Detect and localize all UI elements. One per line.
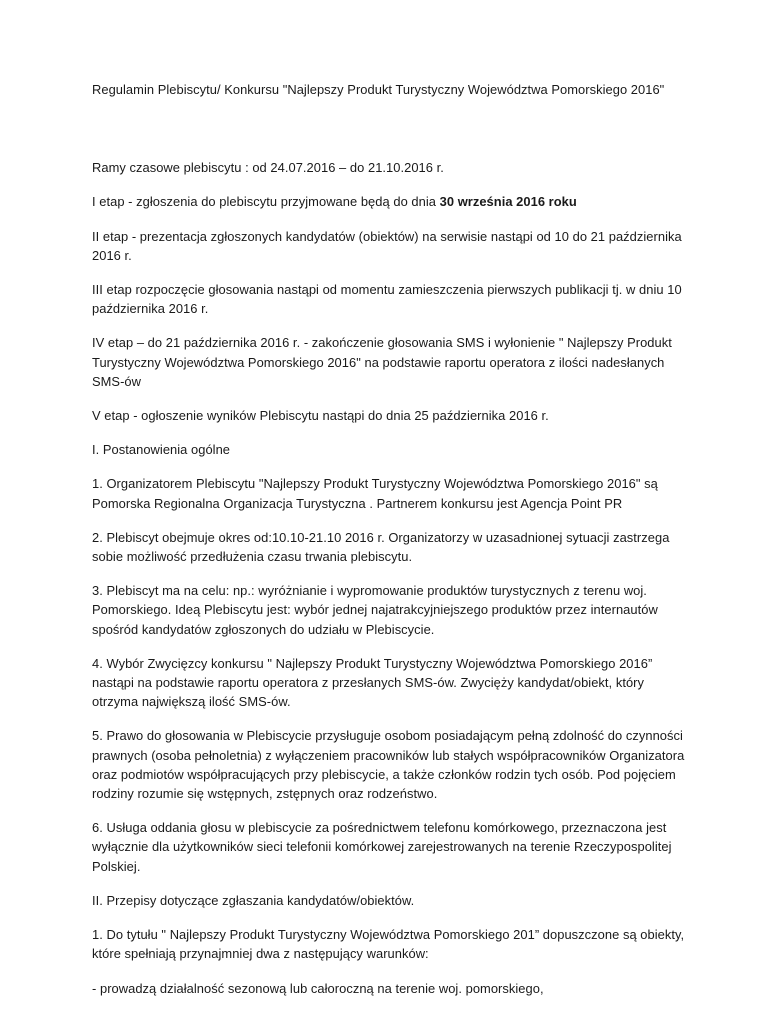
section-2-heading: II. Przepisy dotyczące zgłaszania kandydatów/obiektów. [92, 892, 415, 908]
section-2-item: - prowadzą działalność sezonową lub całoroczną na terenie woj. pomorskiego, [92, 980, 544, 996]
time-frame: Ramy czasowe plebiscytu : od 24.07.2016 – do 21.10.2016 r. [92, 160, 444, 176]
stage-1 [92, 192, 692, 211]
section-1-item: 5. Prawo do głosowania w Plebiscycie przysługuje osobom posiadającym pełną zdolność do czynności prawnych (osoba pełnoletnia) z wyłączeniem pracowników lub stałych współpracowników Organizatora oraz podmiotów współpracujących przy plebiscycie, a także członków rodzin tych osób. Pod pojęciem rodziny rozumie się wstępnych, zstępnych oraz rodzeństwo. [92, 728, 685, 802]
document-body [92, 80, 692, 1013]
stage-3: III etap rozpoczęcie głosowania nastąpi od momentu zamieszczenia pierwszych publikacji tj. w dniu 10 października 2016 r. [92, 282, 682, 317]
section-1-item: 1. Organizatorem Plebiscytu "Najlepszy Produkt Turystyczny Województwa Pomorskiego 2016" są Pomorska Regionalna Organizacja Turystyczna . Partnerem konkursu jest Agencja Point PR [92, 476, 658, 511]
stage-4: IV etap – do 21 października 2016 r. - zakończenie głosowania SMS i wyłonienie " Najlepszy Produkt Turystyczny Województwa Pomorskiego 2016" na podstawie raportu operatora z ilości nadesłanych SMS-ów [92, 335, 672, 389]
stage-2: II etap - prezentacja zgłoszonych kandydatów (obiektów) na serwisie nastąpi od 10 do 21 października 2016 r. [92, 228, 682, 263]
stage-1-deadline: 30 września 2016 roku [439, 194, 577, 210]
document-title: Regulamin Plebiscytu/ Konkursu "Najlepszy Produkt Turystyczny Województwa Pomorskiego 2016" [92, 82, 665, 97]
section-1-heading: I. Postanowienia ogólne [92, 442, 231, 458]
section-2-item: 1. Do tytułu " Najlepszy Produkt Turystyczny Województwa Pomorskiego 201” dopuszczone są obiekty, które spełniają przynajmniej dwa z następujący warunków: [92, 927, 685, 962]
section-1-item: 3. Plebiscyt ma na celu: np.: wyróżnianie i wypromowanie produktów turystycznych z terenu woj. Pomorskiego. Ideą Plebiscytu jest: wybór jednej najatrakcyjniejszego produktów przez internautów spośród kandydatów zgłoszonych do udziału w Plebiscycie. [92, 583, 658, 637]
stage-5: V etap - ogłoszenie wyników Plebiscytu nastąpi do dnia 25 października 2016 r. [92, 408, 549, 424]
section-1-item: 6. Usługa oddania głosu w plebiscycie za pośrednictwem telefonu komórkowego, przeznaczona jest wyłącznie dla użytkowników sieci telefonii komórkowej zarejestrowanych na terenie Rzeczypospolitej Polskiej. [92, 820, 672, 874]
section-1-item: 2. Plebiscyt obejmuje okres od:10.10-21.10 2016 r. Organizatorzy w uzasadnionej sytuacji zastrzega sobie możliwość przedłużenia czasu trwania plebiscytu. [92, 529, 670, 565]
stage-1-text: I etap - zgłoszenia do plebiscytu przyjmowane będą do dnia [92, 194, 440, 210]
section-1-item: 4. Wybór Zwycięzcy konkursu " Najlepszy Produkt Turystyczny Województwa Pomorskiego 2016” nastąpi na podstawie raportu operatora z przesłanych SMS-ów. Zwycięży kandydat/obiekt, który otrzyma największą ilość SMS-ów. [92, 655, 653, 710]
